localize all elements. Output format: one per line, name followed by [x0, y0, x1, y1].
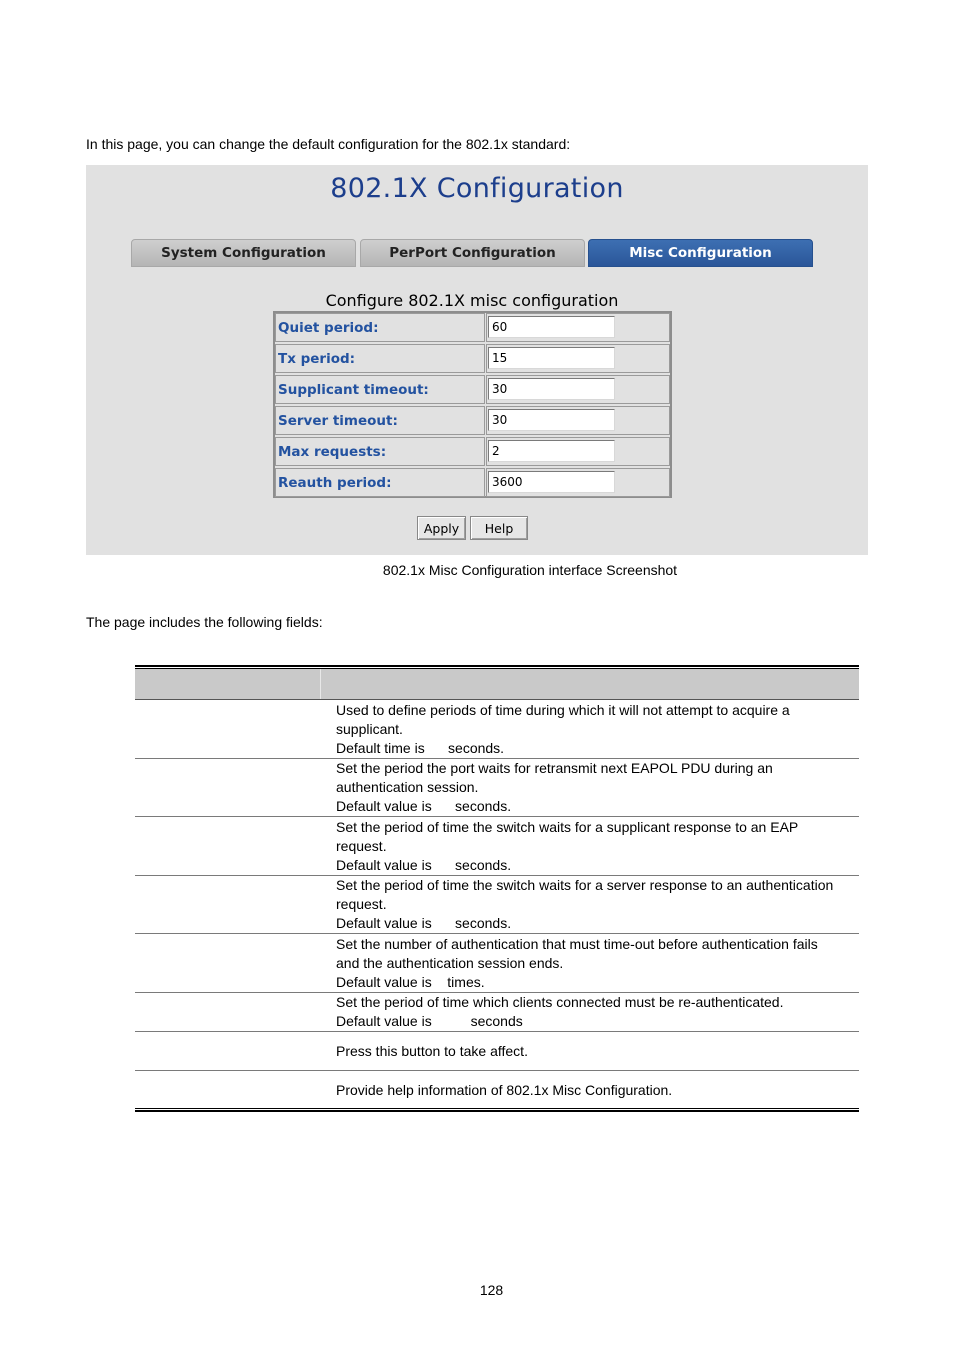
supplicant-timeout-input[interactable] — [488, 378, 615, 400]
server-timeout-input[interactable] — [488, 409, 615, 431]
table-header-rule — [135, 699, 859, 700]
tab-system-configuration[interactable]: System Configuration — [131, 239, 356, 267]
tx-period-input[interactable] — [488, 347, 615, 369]
table-bottom-rule-thin — [135, 1108, 859, 1109]
table-row-divider — [135, 1070, 859, 1071]
tab-perport-configuration[interactable]: PerPort Configuration — [360, 239, 585, 267]
field-description-server-timeout: Set the period of time the switch waits for a server response to an authentication request. Default value is seconds. — [336, 877, 834, 931]
server-timeout-label: Server timeout: — [275, 406, 485, 435]
supplicant-timeout-label: Supplicant timeout: — [275, 375, 485, 404]
max-requests-label: Max requests: — [275, 437, 485, 466]
field-description-quiet-period: Used to define periods of time during which it will not attempt to acquire a supplicant. Default time is seconds. — [336, 702, 790, 756]
max-requests-input[interactable] — [488, 440, 615, 462]
quiet-period-label: Quiet period: — [275, 313, 485, 342]
field-description-apply: Press this button to take affect. — [336, 1043, 528, 1059]
row-reauth-period — [275, 468, 670, 499]
table-header-divider — [320, 669, 321, 699]
row-supplicant-timeout — [275, 375, 670, 406]
page-number: 128 — [479, 1282, 504, 1298]
field-description-supplicant-timeout: Set the period of time the switch waits for a supplicant response to an EAP request. Default value is seconds. — [336, 819, 799, 873]
misc-config-form — [273, 311, 672, 498]
screenshot-title: 802.1X Configuration — [330, 173, 624, 204]
table-header — [135, 669, 859, 699]
field-description-tx-period: Set the period the port waits for retransmit next EAPOL PDU during an authentication session. Default value is seconds. — [336, 760, 773, 814]
tx-period-label: Tx period: — [275, 344, 485, 373]
intro-text: In this page, you can change the default configuration for the 802.1x standard: — [86, 136, 571, 152]
screenshot-caption: 802.1x Misc Configuration interface Screenshot — [382, 562, 678, 578]
fields-intro-text: The page includes the following fields: — [86, 614, 323, 630]
tab-misc-configuration[interactable]: Misc Configuration — [588, 239, 813, 267]
row-tx-period — [275, 344, 670, 375]
table-top-rule — [135, 665, 859, 667]
row-quiet-period — [275, 313, 670, 344]
reauth-period-input[interactable] — [488, 471, 615, 493]
table-row-divider — [135, 933, 859, 934]
field-description-reauth-period: Set the period of time which clients connected must be re-authenticated. Default value is seconds — [336, 994, 784, 1029]
row-max-requests — [275, 437, 670, 468]
table-bottom-rule — [135, 1110, 859, 1112]
table-row-divider — [135, 1031, 859, 1032]
screenshot-panel — [86, 165, 868, 555]
apply-button[interactable]: Apply — [417, 516, 466, 540]
reauth-period-label: Reauth period: — [275, 468, 485, 497]
field-description-help: Provide help information of 802.1x Misc Configuration. — [336, 1082, 673, 1098]
quiet-period-input[interactable] — [488, 316, 615, 338]
table-row-divider — [135, 816, 859, 817]
row-server-timeout — [275, 406, 670, 437]
help-button[interactable]: Help — [470, 516, 528, 540]
form-title: Configure 802.1X misc configuration — [325, 291, 619, 310]
field-description-max-requests: Set the number of authentication that must time-out before authentication fails and the authentication session ends. Default value is times. — [336, 936, 818, 990]
